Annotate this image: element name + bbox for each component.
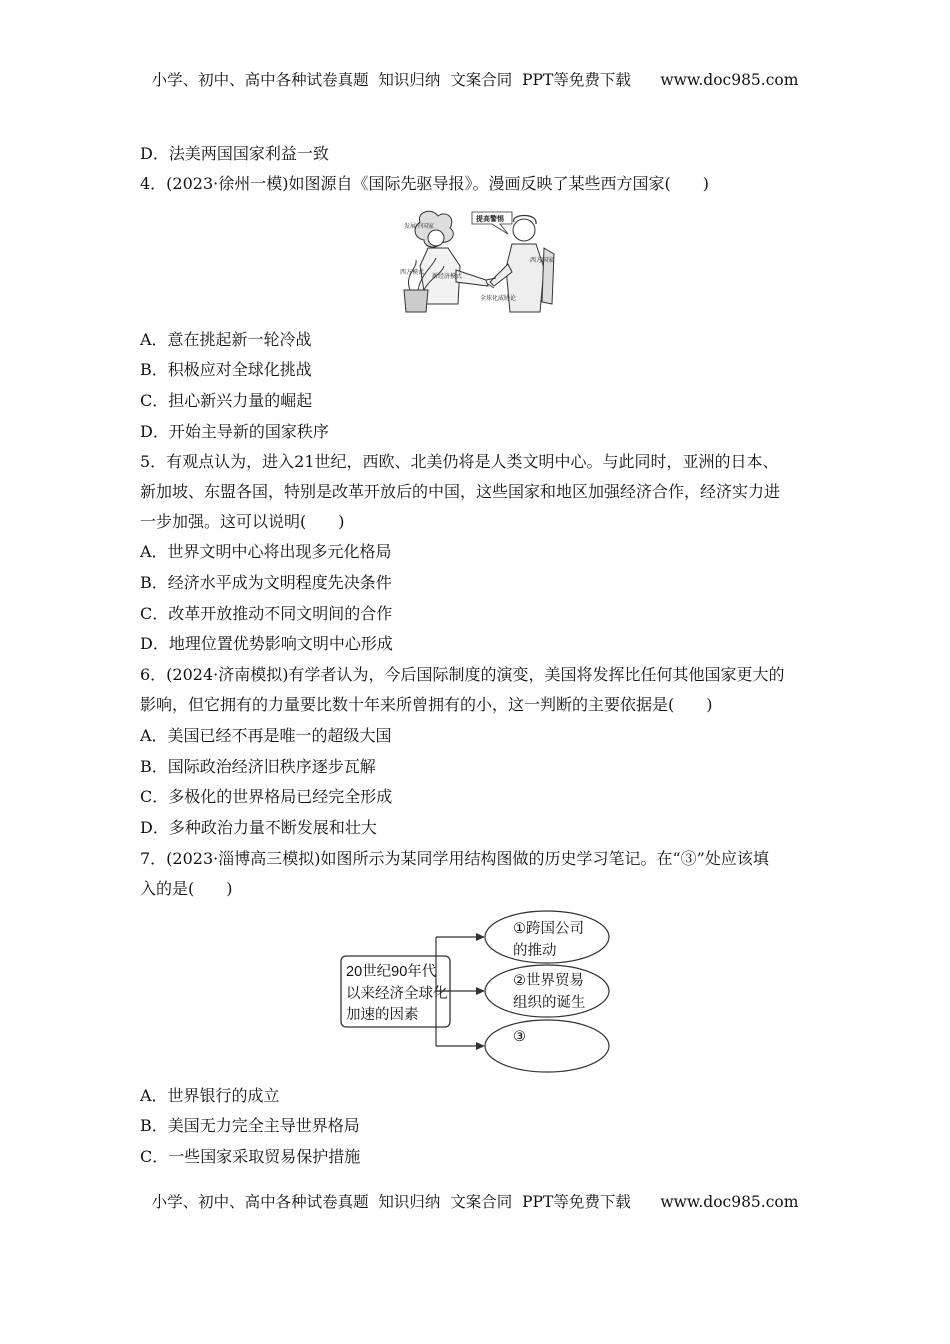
- question-4: 4．(2023·徐州一模)如图源自《国际先驱导报》。漫画反映了某些西方国家( ): [140, 174, 709, 193]
- diagram-left-line3: 加速的因素: [346, 1007, 419, 1023]
- diagram-ellipse-1-line2: 的推动: [513, 943, 557, 959]
- diagram-ellipse-2-line2: 组织的诞生: [513, 995, 586, 1011]
- diagram-ellipse-2-line1: ②世界贸易: [513, 973, 584, 989]
- cartoon-speech: 提高警惕: [476, 215, 504, 223]
- option-4a: A．意在挑起新一轮冷战: [140, 330, 312, 349]
- option-5d: D．地理位置优势影响文明中心形成: [140, 634, 393, 653]
- political-cartoon-image: [398, 208, 560, 318]
- option-7c: C．一些国家采取贸易保护措施: [140, 1147, 361, 1166]
- option-4c: C．担心新兴力量的崛起: [140, 391, 313, 410]
- cartoon-label-western-model: 西方模式: [400, 269, 425, 276]
- option-6a: A．美国已经不再是唯一的超级大国: [140, 726, 392, 745]
- diagram-ellipse-1-line1: ①跨国公司: [513, 921, 584, 937]
- question-5-line1: 5．有观点认为，进入21世纪，西欧、北美仍将是人类文明中心。与此同时，亚洲的日本、: [140, 452, 779, 471]
- option-5a: A．世界文明中心将出现多元化格局: [140, 542, 392, 561]
- question-6-line1: 6．(2024·济南模拟)有学者认为，今后国际制度的演变，美国将发挥比任何其他国家更大的: [140, 665, 785, 684]
- question-7-line1: 7．(2023·淄博高三模拟)如图所示为某同学用结构图做的历史学习笔记。在“③”处应该填: [140, 849, 769, 868]
- diagram-left-line2: 以来经济全球化: [346, 986, 448, 1002]
- page-header: 小学、初中、高中各种试卷真题 知识归纳 文案合同 PPT等免费下载 www.doc985.com: [151, 71, 799, 89]
- option-6d: D．多种政治力量不断发展和壮大: [140, 818, 377, 837]
- question-6-line2: 影响，但它拥有的力量要比数十年来所曾拥有的小，这一判断的主要依据是( ): [140, 695, 713, 714]
- option-7b: B．美国无力完全主导世界格局: [140, 1116, 360, 1135]
- cartoon-label-developing: 发展中国家: [404, 223, 435, 230]
- option-6c: C．多极化的世界格局已经完全形成: [140, 787, 393, 806]
- option-5c: C．改革开放推动不同文明间的合作: [140, 604, 393, 623]
- page-footer: 小学、初中、高中各种试卷真题 知识归纳 文案合同 PPT等免费下载 www.doc985.com: [151, 1193, 799, 1211]
- cartoon-label-threat: 全球化威胁论: [480, 295, 517, 302]
- question-7-line2: 入的是( ): [140, 879, 233, 898]
- option-6b: B．国际政治经济旧秩序逐步瓦解: [140, 757, 376, 776]
- cartoon-label-western: 西方国家: [530, 257, 555, 264]
- option-4d: D．开始主导新的国家秩序: [140, 422, 329, 441]
- option-4b: B．积极应对全球化挑战: [140, 360, 312, 379]
- option-7a: A．世界银行的成立: [140, 1086, 280, 1105]
- option-d-q3: D．法美两国国家利益一致: [140, 144, 329, 163]
- diagram-ellipse-3: [485, 1020, 609, 1072]
- diagram-left-line1: 20世纪90年代: [346, 964, 437, 980]
- option-5b: B．经济水平成为文明程度先决条件: [140, 573, 392, 592]
- structure-diagram: [330, 903, 622, 1083]
- cartoon-label-new-model: 新经济模式: [432, 273, 463, 280]
- question-5-line2: 新加坡、东盟各国，特别是改革开放后的中国，这些国家和地区加强经济合作，经济实力进: [140, 482, 781, 501]
- question-5-line3: 一步加强。这可以说明( ): [140, 512, 345, 531]
- diagram-ellipse-3-label: ③: [513, 1029, 526, 1045]
